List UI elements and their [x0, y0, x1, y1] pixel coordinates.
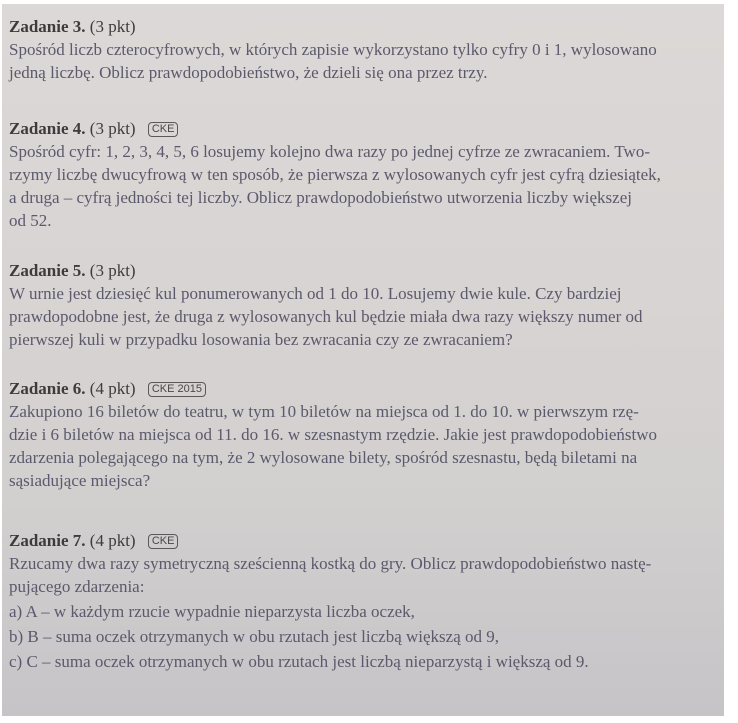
task-points: (3 pkt) [89, 17, 136, 36]
task-text-line: Zakupiono 16 biletów do teatru, w tym 10 biletów na miejsca od 1. do 10. w pierwszym rzę- [9, 402, 639, 421]
task-text-line: pującego zdarzenia: [9, 577, 145, 596]
cke-badge: CKE [148, 122, 179, 137]
task-heading [9, 378, 714, 400]
task-text-line: od 52. [9, 211, 52, 230]
task-3 [9, 16, 714, 84]
task-text-line: Spośród cyfr: 1, 2, 3, 4, 5, 6 losujemy kolejno dwa razy po jednej cyfrze ze zwracaniem. Two- [9, 142, 650, 161]
task-option-b: b) B – suma oczek otrzymanych w obu rzutach jest liczbą większą od 9, [9, 627, 500, 646]
task-text-line: Spośród liczb czterocyfrowych, w których zapisie wykorzystano tylko cyfry 0 i 1, wylosowano [9, 40, 657, 59]
task-7 [9, 530, 714, 673]
task-5 [9, 260, 714, 351]
task-text-line: prawdopodobne jest, że druga z wylosowanych kul będzie miała dwa razy większy numer od [9, 307, 643, 326]
task-points: (3 pkt) [89, 261, 136, 280]
task-text-line: dzie i 6 biletów na miejsca od 11. do 16. w szesnastym rzędzie. Jakie jest prawdopodobieństwo [9, 425, 658, 444]
task-text-line: rzymy liczbę dwucyfrową w ten sposób, że pierwsza z wylosowanych cyfr jest cyfrą dziesiątek, [9, 165, 661, 184]
task-heading [9, 118, 714, 140]
task-text-line: jedną liczbę. Oblicz prawdopodobieństwo, że dzieli się ona przez trzy. [9, 63, 488, 82]
task-option-a: a) A – w każdym rzucie wypadnie nieparzysta liczba oczek, [9, 602, 415, 621]
cke-badge: CKE [148, 534, 179, 549]
task-number: Zadanie 7. [9, 531, 86, 550]
textbook-page [2, 4, 724, 716]
task-4 [9, 118, 714, 232]
task-points: (4 pkt) [89, 379, 136, 398]
task-number: Zadanie 6. [9, 379, 86, 398]
task-heading [9, 260, 714, 282]
task-points: (4 pkt) [89, 531, 136, 550]
task-text-line: a druga – cyfrą jedności tej liczby. Oblicz prawdopodobieństwo utworzenia liczby większej [9, 188, 632, 207]
cke-badge: CKE 2015 [148, 382, 206, 397]
task-text-line: Rzucamy dwa razy symetryczną sześcienną kostką do gry. Oblicz prawdopodobieństwo nastę- [9, 554, 652, 573]
task-number: Zadanie 5. [9, 261, 86, 280]
task-number: Zadanie 3. [9, 17, 86, 36]
task-text-line: sąsiadujące miejsca? [9, 471, 151, 490]
task-text-line: W urnie jest dziesięć kul ponumerowanych od 1 do 10. Losujemy dwie kule. Czy bardziej [9, 284, 622, 303]
task-6 [9, 378, 714, 492]
task-heading [9, 530, 714, 552]
task-points: (3 pkt) [89, 119, 136, 138]
task-text-line: zdarzenia polegającego na tym, że 2 wylosowane bilety, spośród szesnastu, będą biletami na [9, 448, 638, 467]
task-text-line: pierwszej kuli w przypadku losowania bez zwracania czy ze zwracaniem? [9, 330, 513, 349]
task-heading [9, 16, 714, 38]
task-number: Zadanie 4. [9, 119, 86, 138]
task-option-c: c) C – suma oczek otrzymanych w obu rzutach jest liczbą nieparzystą i większą od 9. [9, 652, 589, 671]
